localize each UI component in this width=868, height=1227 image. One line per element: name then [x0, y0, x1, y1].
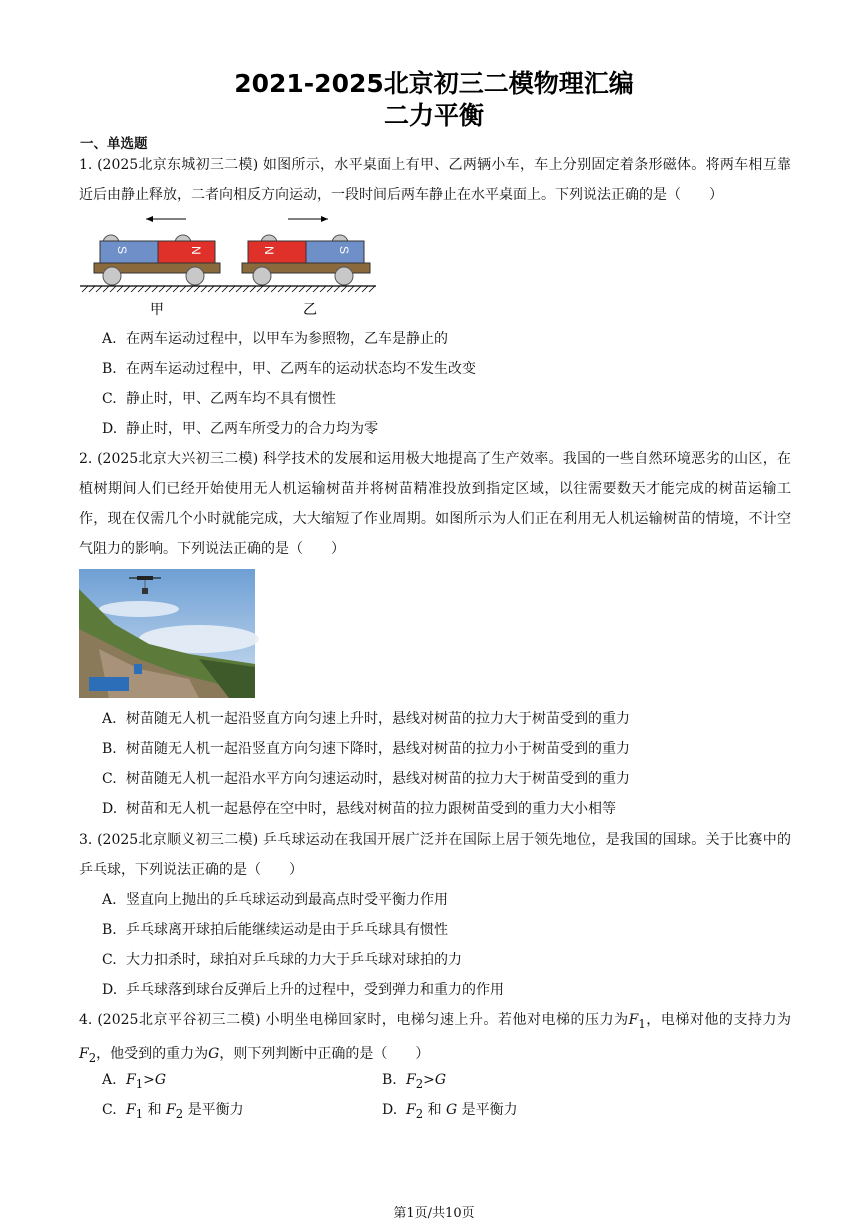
q4-option-a: A. $F_1>G$ [102, 1072, 167, 1091]
question-1-figure [78, 210, 378, 320]
q1-option-b: B. 在两车运动过程中，甲、乙两车的运动状态均不发生改变 [102, 361, 476, 377]
pole-label-n-right: N [262, 246, 276, 255]
pole-label-n-left: N [189, 246, 203, 255]
q2-option-a: A. 树苗随无人机一起沿竖直方向匀速上升时，悬线对树苗的拉力大于树苗受到的重力 [102, 711, 630, 727]
q3-option-d: D. 乒乓球落到球台反弹后上升的过程中，受到弹力和重力的作用 [102, 982, 504, 998]
question-4-stem: 4. (2025北京平谷初三二模) 小明坐电梯回家时，电梯匀速上升。若他对电梯的压力为$F_1$，电梯对他的支持力为$F_2$，他受到的重力为G，则下列判断中正确的是（ ） [79, 1012, 792, 1065]
drone-photo [79, 569, 255, 698]
right-arrow-icon [288, 216, 328, 222]
q1-option-c: C. 静止时，甲、乙两车均不具有惯性 [102, 391, 336, 407]
q4-option-c: C. $F_1$ 和 $F_2$ 是平衡力 [102, 1102, 244, 1121]
q2-option-c: C. 树苗随无人机一起沿水平方向匀速运动时，悬线对树苗的拉力大于树苗受到的重力 [102, 771, 630, 787]
question-2-stem: 2. (2025北京大兴初三二模) 科学技术的发展和运用极大地提高了生产效率。我国的一些自然环境恶劣的山区，在植树期间人们已经开始使用无人机运输树苗并将树苗精准投放到指定区域，以往需要数天才能完成的树苗运输工作，现在仅需几个小时就能完成，大大缩短了作业周期。如图所示为人们正在利用无人机运输树苗的情境，不计空气阻力的影响。下列说法正确的是（ ） [79, 451, 791, 557]
cart-jia [94, 235, 220, 285]
ground-hatching [80, 286, 376, 292]
cart-yi [242, 235, 370, 285]
pole-label-s-right: S [337, 246, 351, 255]
q3-option-b: B. 乒乓球离开球拍后能继续运动是由于乒乓球具有惯性 [102, 922, 448, 938]
document-title: 2021-2025北京初三二模物理汇编 [234, 69, 634, 98]
question-1-stem: 1. (2025北京东城初三二模) 如图所示，水平桌面上有甲、乙两辆小车，车上分别固定着条形磁体。将两车相互靠近后由静止释放，二者向相反方向运动，一段时间后两车静止在水平桌面上。下列说法正确的是（ ） [79, 157, 791, 203]
q4-option-d: D. $F_2$ 和 G 是平衡力 [382, 1102, 518, 1121]
question-3-stem: 3. (2025北京顺义初三二模) 乒乓球运动在我国开展广泛并在国际上居于领先地位，是我国的国球。关于比赛中的乒乓球，下列说法正确的是（ ） [79, 832, 791, 878]
q1-option-d: D. 静止时，甲、乙两车所受力的合力均为零 [102, 421, 378, 437]
q2-option-b: B. 树苗随无人机一起沿竖直方向匀速下降时，悬线对树苗的拉力小于树苗受到的重力 [102, 741, 630, 757]
q2-option-d: D. 树苗和无人机一起悬停在空中时，悬线对树苗的拉力跟树苗受到的重力大小相等 [102, 801, 616, 817]
pole-label-s-left: S [115, 246, 129, 255]
page-footer: 第1页/共10页 [393, 1206, 475, 1221]
section-heading: 一、单选题 [80, 136, 148, 152]
cart-label-yi: 乙 [303, 302, 317, 318]
q3-option-a: A. 竖直向上抛出的乒乓球运动到最高点时受平衡力作用 [102, 892, 448, 908]
q3-option-c: C. 大力扣杀时，球拍对乒乓球的力大于乒乓球对球拍的力 [102, 952, 462, 968]
q1-option-a: A. 在两车运动过程中，以甲车为参照物，乙车是静止的 [102, 331, 448, 347]
cart-label-jia: 甲 [150, 302, 164, 318]
document-subtitle: 二力平衡 [383, 101, 484, 130]
left-arrow-icon [146, 216, 186, 222]
q4-option-b: B. $F_2>G$ [382, 1072, 447, 1091]
